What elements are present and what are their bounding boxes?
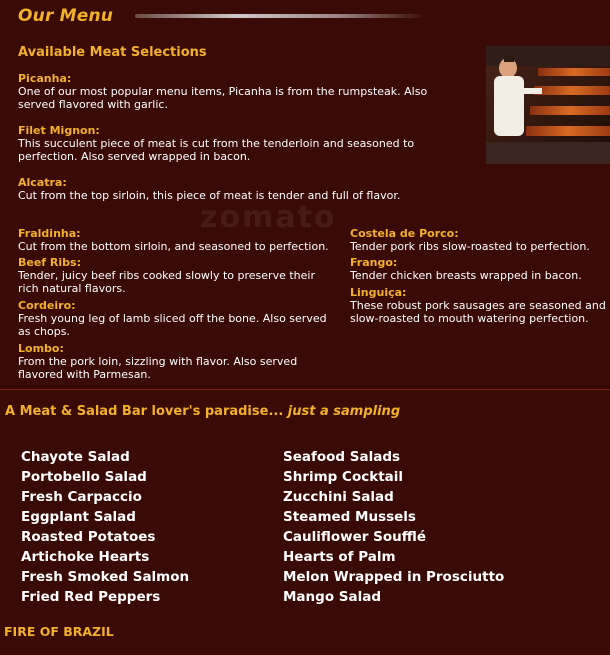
salad-list-right — [283, 447, 504, 607]
meat-name: Linguiça: — [350, 286, 407, 299]
meat-item-costela-de-porco — [350, 227, 608, 253]
page-title: Our Menu — [18, 6, 114, 26]
zomato-watermark: zomato — [200, 200, 337, 235]
meat-item-picanha — [18, 72, 458, 111]
list-item: Steamed Mussels — [283, 509, 416, 525]
meat-item-filet-mignon — [18, 124, 476, 163]
meat-name: Lombo: — [18, 342, 64, 355]
meat-name: Picanha: — [18, 72, 72, 85]
meat-description: Tender pork ribs slow-roasted to perfection. — [350, 240, 590, 253]
salad-list-left — [21, 447, 189, 607]
list-item: Melon Wrapped in Prosciutto — [283, 569, 505, 585]
section-divider — [0, 389, 610, 390]
meat-item-cordeiro — [18, 299, 333, 338]
header-rule-divider — [135, 14, 425, 18]
list-item: Roasted Potatoes — [21, 529, 156, 545]
list-item: Shrimp Cocktail — [283, 469, 404, 485]
list-item: Fresh Carpaccio — [21, 489, 142, 505]
salad-bar-heading — [5, 404, 400, 419]
meat-description: Cut from the top sirloin, this piece of meat is tender and full of flavor. — [18, 189, 401, 202]
meat-name: Frango: — [350, 256, 398, 269]
meat-description: Tender, juicy beef ribs cooked slowly to preserve their rich natural flavors. — [18, 269, 315, 295]
meat-name: Beef Ribs: — [18, 256, 81, 269]
list-item: Zucchini Salad — [283, 489, 394, 505]
meat-description: Cut from the bottom sirloin, and seasoned to perfection. — [18, 240, 329, 253]
footer-brand: FIRE OF BRAZIL — [4, 624, 114, 639]
list-item: Chayote Salad — [21, 449, 130, 465]
meat-name: Fraldinha: — [18, 227, 81, 240]
list-item: Hearts of Palm — [283, 549, 396, 565]
meat-item-linguica — [350, 286, 608, 325]
meat-item-lombo — [18, 342, 318, 381]
meat-item-frango — [350, 256, 608, 282]
meat-name: Filet Mignon: — [18, 124, 100, 137]
meat-description: One of our most popular menu items, Picanha is from the rumpsteak. Also served flavored with garlic. — [18, 85, 428, 111]
meat-description: This succulent piece of meat is cut from the tenderloin and seasoned to perfection. Also served wrapped in bacon. — [18, 137, 415, 163]
salad-heading-italic: just a sampling — [287, 404, 401, 419]
salad-heading-text: A Meat & Salad Bar lover's paradise... — [5, 404, 284, 419]
meat-description: These robust pork sausages are seasoned and slow-roasted to mouth watering perfection. — [350, 299, 606, 325]
meat-item-beef-ribs — [18, 256, 323, 295]
meat-item-alcatra — [18, 176, 478, 202]
list-item: Seafood Salads — [283, 449, 401, 465]
meat-description: From the pork loin, sizzling with flavor. Also served flavored with Parmesan. — [18, 355, 298, 381]
list-item: Portobello Salad — [21, 469, 147, 485]
churrasco-grill-photo — [486, 46, 610, 164]
list-item: Cauliflower Soufflé — [283, 529, 426, 545]
meat-name: Cordeiro: — [18, 299, 76, 312]
meat-description: Tender chicken breasts wrapped in bacon. — [350, 269, 582, 282]
menu-header — [18, 6, 608, 30]
meat-name: Costela de Porco: — [350, 227, 459, 240]
list-item: Artichoke Hearts — [21, 549, 150, 565]
meat-name: Alcatra: — [18, 176, 67, 189]
list-item: Mango Salad — [283, 589, 382, 605]
meat-description: Fresh young leg of lamb sliced off the bone. Also served as chops. — [18, 312, 327, 338]
list-item: Fried Red Peppers — [21, 589, 161, 605]
meat-section-title: Available Meat Selections — [18, 45, 207, 60]
list-item: Fresh Smoked Salmon — [21, 569, 190, 585]
list-item: Eggplant Salad — [21, 509, 136, 525]
